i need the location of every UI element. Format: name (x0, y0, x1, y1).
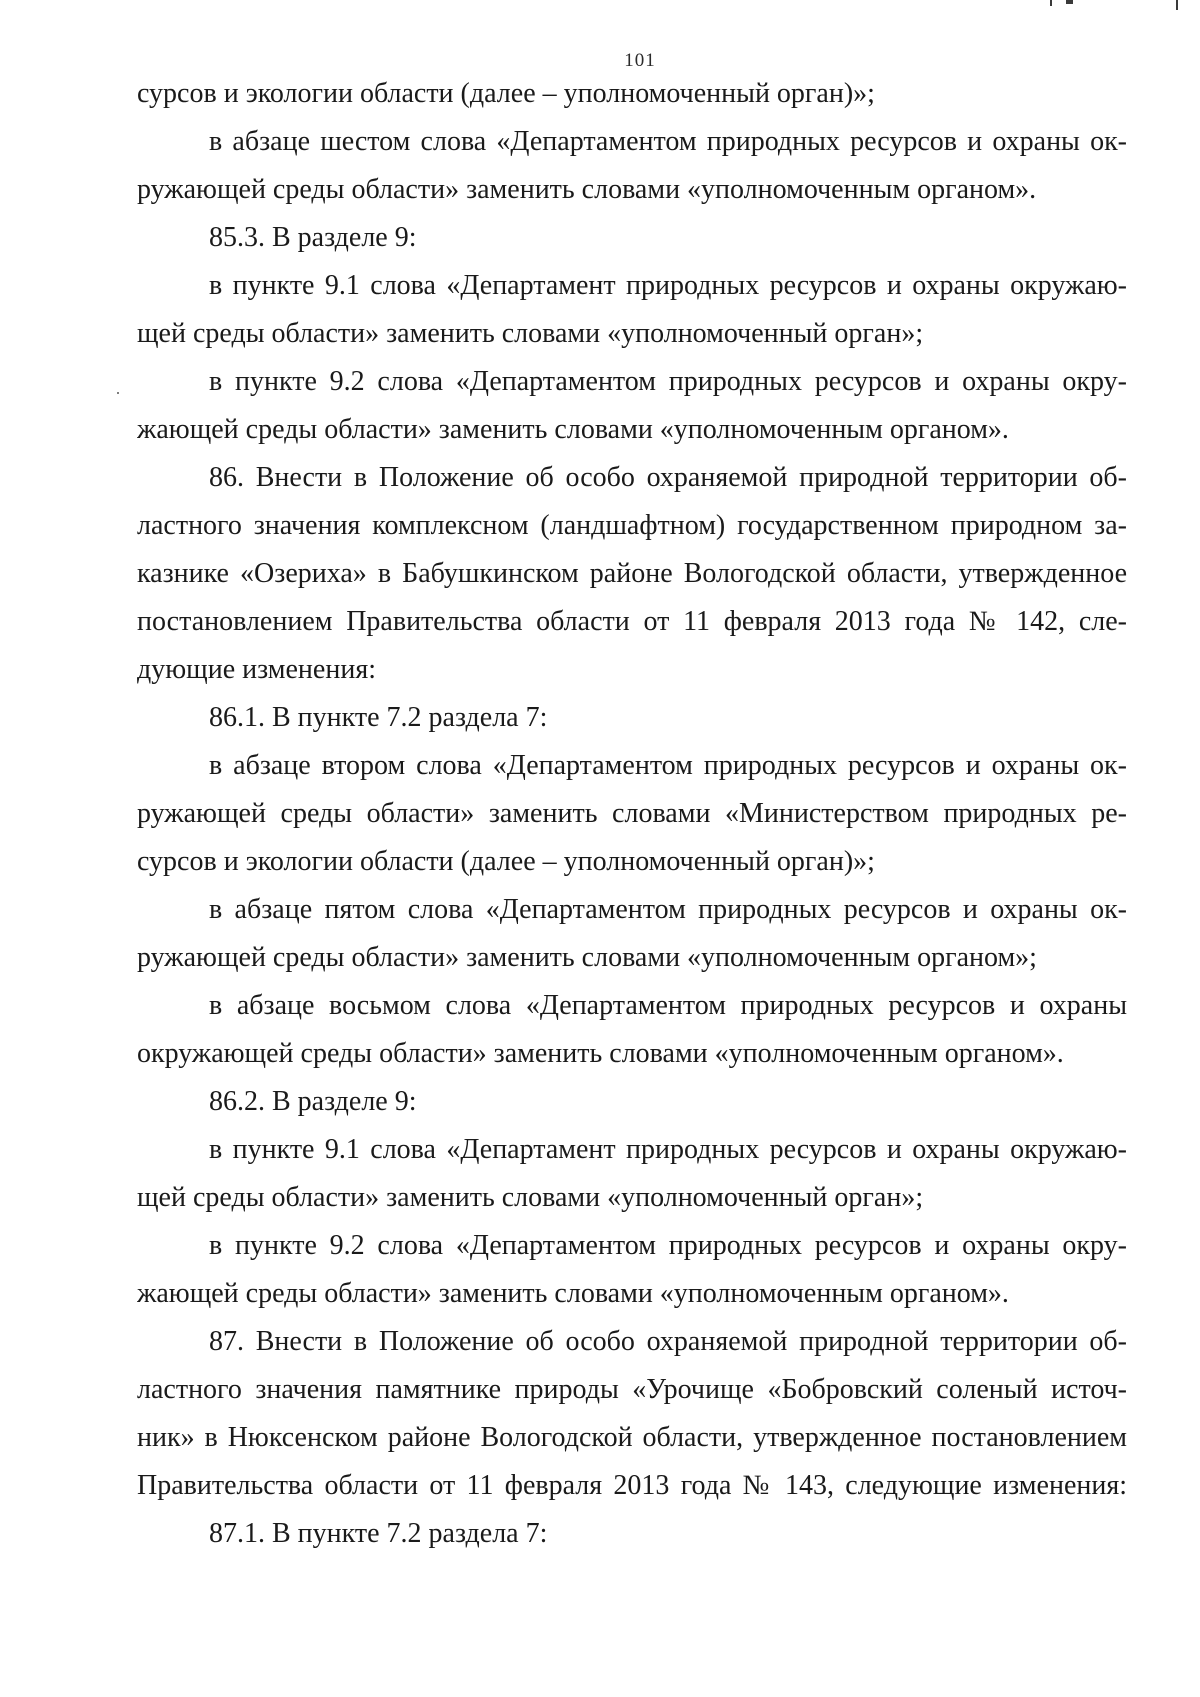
text-line: в абзаце пятом слова «Департаментом природных ресурсов и охраны ок- (209, 894, 1127, 925)
page-number: 101 (624, 50, 656, 71)
text-line: Правительства области от 11 февраля 2013 года № 143, следующие изменения: (137, 1470, 1127, 1501)
scan-artifact (1066, 0, 1073, 4)
text-line: казнике «Озериха» в Бабушкинском районе Вологодской области, утвержденное (137, 558, 1127, 589)
text-line: ластного значения комплексном (ландшафтном) государственном природном за- (137, 510, 1127, 541)
text-line: в абзаце шестом слова «Департаментом природных ресурсов и охраны ок- (209, 126, 1127, 157)
text-line: в абзаце восьмом слова «Департаментом природных ресурсов и охраны (209, 990, 1127, 1021)
text-line: ружающей среды области» заменить словами «уполномоченным органом». (137, 174, 1037, 205)
text-line: 86.1. В пункте 7.2 раздела 7: (209, 702, 548, 733)
text-line: щей среды области» заменить словами «уполномоченный орган»; (137, 318, 924, 349)
text-line: ник» в Нюксенском районе Вологодской области, утвержденное постановлением (137, 1422, 1127, 1453)
text-line: щей среды области» заменить словами «уполномоченный орган»; (137, 1182, 924, 1213)
text-line: жающей среды области» заменить словами «уполномоченным органом». (137, 414, 1009, 445)
text-line: ластного значения памятнике природы «Урочище «Бобровский соленый источ- (137, 1374, 1127, 1405)
text-line: в пункте 9.1 слова «Департамент природных ресурсов и охраны окружаю- (209, 270, 1127, 301)
text-line: 86.2. В разделе 9: (209, 1086, 417, 1117)
text-line: в пункте 9.2 слова «Департаментом природных ресурсов и охраны окру- (209, 1230, 1127, 1261)
text-line: окружающей среды области» заменить словами «уполномоченным органом». (137, 1038, 1064, 1069)
text-line: дующие изменения: (137, 654, 376, 685)
text-line: 87. Внести в Положение об особо охраняемой природной территории об- (209, 1326, 1127, 1357)
text-line: 86. Внести в Положение об особо охраняемой природной территории об- (209, 462, 1127, 493)
text-line: 87.1. В пункте 7.2 раздела 7: (209, 1518, 548, 1549)
text-line: в пункте 9.2 слова «Департаментом природных ресурсов и охраны окру- (209, 366, 1127, 397)
text-line: 85.3. В разделе 9: (209, 222, 417, 253)
text-line: ружающей среды области» заменить словами «Министерством природных ре- (137, 798, 1127, 829)
document-body (137, 70, 1127, 1558)
text-line: ружающей среды области» заменить словами «уполномоченным органом»; (137, 942, 1037, 973)
text-line: в пункте 9.1 слова «Департамент природных ресурсов и охраны окружаю- (209, 1134, 1127, 1165)
scan-artifact (1050, 0, 1052, 6)
text-line: в абзаце втором слова «Департаментом природных ресурсов и охраны ок- (209, 750, 1127, 781)
text-line: постановлением Правительства области от 11 февраля 2013 года № 142, сле- (137, 606, 1127, 637)
text-line: сурсов и экологии области (далее – уполномоченный орган)»; (137, 846, 875, 877)
text-line: сурсов и экологии области (далее – уполномоченный орган)»; (137, 78, 875, 109)
text-line: жающей среды области» заменить словами «уполномоченным органом». (137, 1278, 1009, 1309)
scan-artifact (117, 392, 119, 394)
scan-artifact (1176, 0, 1178, 10)
